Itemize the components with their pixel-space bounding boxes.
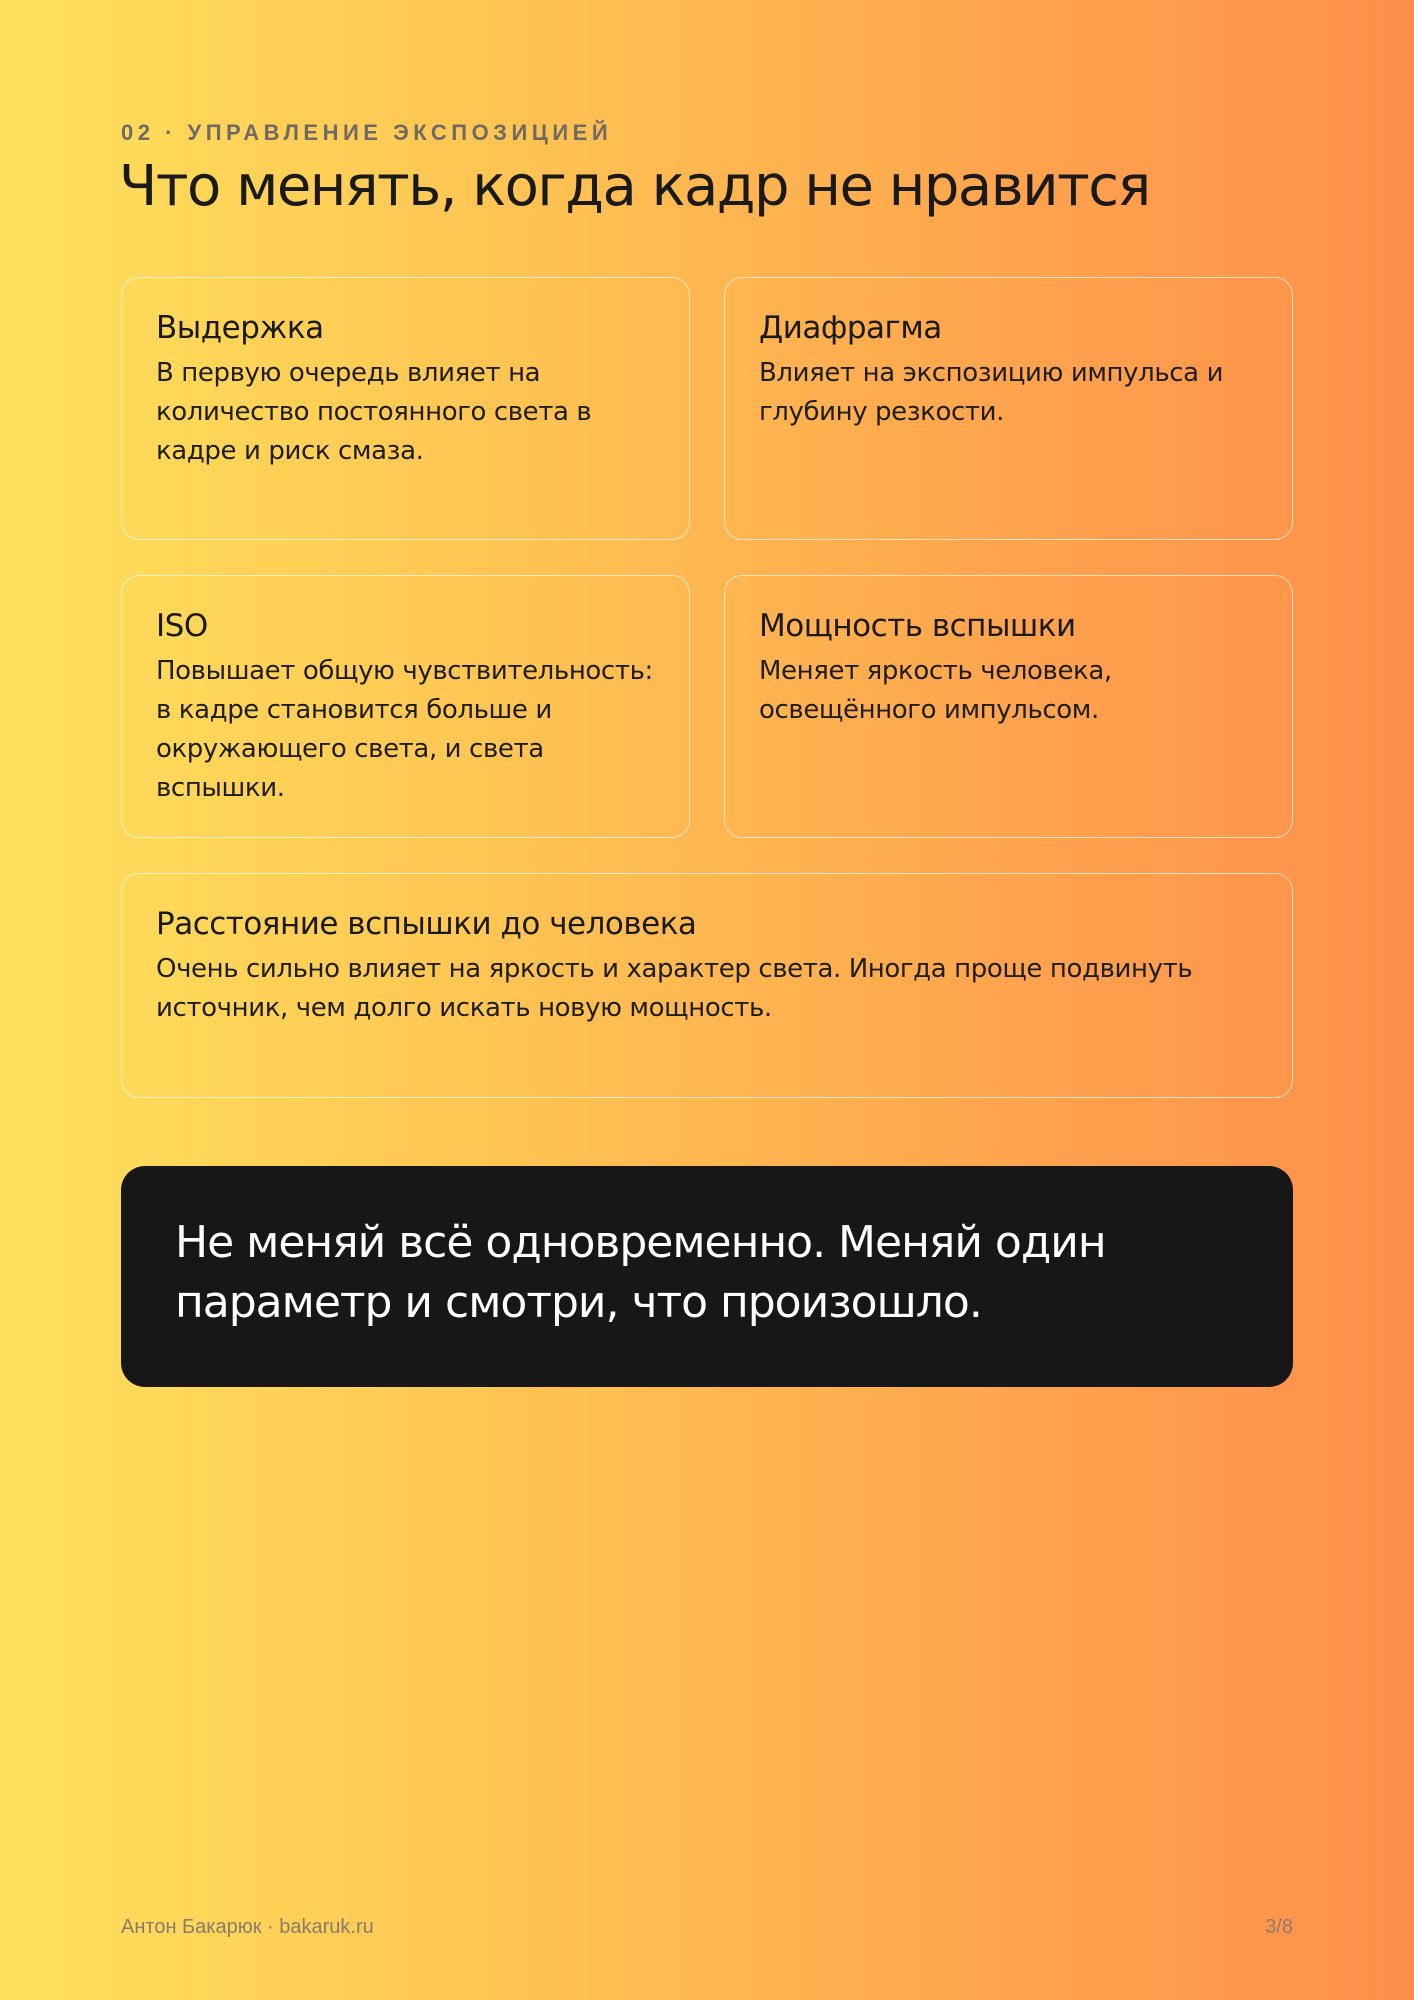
section-label: 02 · УПРАВЛЕНИЕ ЭКСПОЗИЦИЕЙ xyxy=(121,120,613,145)
footer-author: Антон Бакарюк · bakaruk.ru xyxy=(121,1916,374,1938)
card-text: В первую очередь влияет на количество постоянного света в кадре и риск смаза. xyxy=(156,358,592,466)
card-shutter-speed xyxy=(121,277,690,540)
callout-text: Не меняй всё одновременно. Меняй один параметр и смотри, что произошло. xyxy=(175,1217,1106,1328)
page-title: Что менять, когда кадр не нравится xyxy=(119,154,1150,219)
card-title: Диафрагма xyxy=(759,310,942,346)
card-title: ISO xyxy=(156,608,208,644)
callout-box xyxy=(121,1166,1293,1387)
page-number: 3/8 xyxy=(1265,1916,1293,1938)
card-iso xyxy=(121,575,690,838)
card-flash-distance xyxy=(121,873,1293,1098)
card-text: Влияет на экспозицию импульса и глубину резкости. xyxy=(759,358,1224,427)
card-title: Мощность вспышки xyxy=(759,608,1076,644)
card-title: Расстояние вспышки до человека xyxy=(156,906,697,942)
card-title: Выдержка xyxy=(156,310,324,346)
card-aperture xyxy=(724,277,1293,540)
card-text: Меняет яркость человека, освещённого импульсом. xyxy=(759,656,1112,725)
card-text: Повышает общую чувствительность: в кадре становится больше и окружающего света, и света вспышки. xyxy=(156,656,653,803)
card-text: Очень сильно влияет на яркость и характер света. Иногда проще подвинуть источник, чем долго искать новую мощность. xyxy=(156,954,1193,1023)
card-flash-power xyxy=(724,575,1293,838)
